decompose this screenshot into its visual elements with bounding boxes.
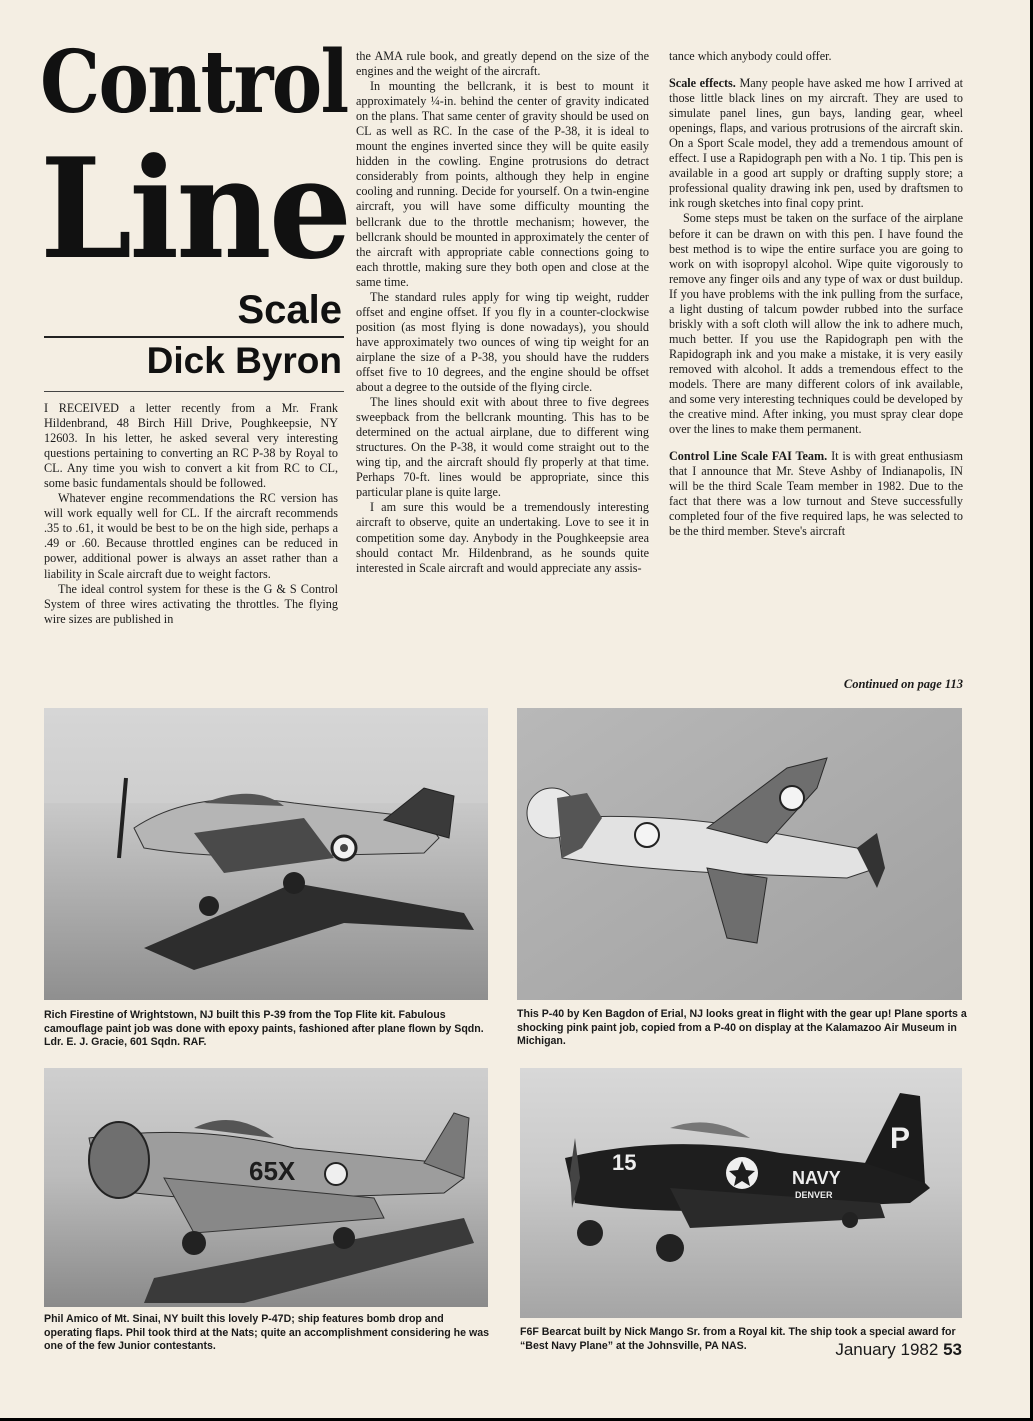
paragraph: The standard rules apply for wing tip weight, rudder offset and engine offset. If you fly in a counter-clockwise position (as most flying is done nowadays), you should have approximately two ounces of wing tip weight for an airplane the size of a P-38, you should have the rudders offset five to 10 degrees, and the engine should be offset about a degree to the outside of the flying circle. xyxy=(356,289,649,395)
paragraph: The ideal control system for these is the G & S Control System of three wires activating the throttles. The flying wire sizes are published in xyxy=(44,581,338,626)
section-heading: Scale effects. xyxy=(669,76,736,91)
section-heading: Control Line Scale FAI Team. xyxy=(669,449,828,464)
navy-marking: NAVY xyxy=(792,1168,841,1188)
base-marking: DENVER xyxy=(795,1190,833,1200)
author-byline: Dick Byron xyxy=(146,340,342,381)
title-control: Control xyxy=(40,32,348,133)
photo-caption: This P-40 by Ken Bagdon of Erial, NJ looks great in flight with the gear up! Plane sports a shocking pink paint job, copied from a P-40 on display at the Kalamazoo Air Museum in Michigan. xyxy=(517,1008,967,1048)
paragraph: Whatever engine recommendations the RC version has will work equally well for CL. If the aircraft recommends .35 to .61, it would be best to be on the high side, perhaps a .49 or .60. Because throttled engines can be reduced in power, additional power is always an asset rather than a liability in Scale aircraft due to weight factors. xyxy=(44,491,338,581)
issue-date: January 1982 xyxy=(835,1340,939,1359)
paragraph: I am sure this would be a tremendously interesting aircraft to observe, quite an undertaking. Love to see it in competition some day. Anybody in the Poughkeepsie area should contact Mr. Hildenbrand, as he sounds quite interested in Scale aircraft and would appreciate any assis- xyxy=(356,500,649,575)
page-footer xyxy=(835,1340,962,1360)
paragraph: The lines should exit with about three to five degrees sweepback from the bellcrank mounting. This has to be determined on the actual airplane, due to different wing structures. On the P-38, it would come straight out to the wing tip, and the aircraft should fly properly at that time. Perhaps 70-ft. lines would be appropriate, since this particular plane is quite large. xyxy=(356,395,649,500)
title-divider xyxy=(44,336,344,338)
photo-bearcat xyxy=(520,1068,962,1318)
tail-letter: P xyxy=(890,1122,911,1155)
aircraft-number: 15 xyxy=(612,1150,637,1175)
photo-caption: Phil Amico of Mt. Sinai, NY built this lovely P-47D; ship features bomb drop and operating flaps. Phil took third at the Nats; quite an accomplishment considering he was one of the few Junior contestants. xyxy=(44,1313,490,1353)
photo-p40 xyxy=(517,708,962,1000)
photo-caption: Rich Firestine of Wrightstown, NJ built this P-39 from the Top Flite kit. Fabulous camouflage paint job was done with epoxy paints, fashioned after plane flown by Sqdn. Ldr. E. J. Gracie, 601 Sqdn. RAF. xyxy=(44,1009,484,1049)
continued-note: Continued on page 113 xyxy=(843,677,963,691)
photo-p39 xyxy=(44,708,488,1000)
paragraph: the AMA rule book, and greatly depend on the size of the engines and the weight of the aircraft. xyxy=(356,49,649,79)
article-column-1 xyxy=(44,401,338,627)
paragraph: Scale effects. Many people have asked me how I arrived at those little black lines on my aircraft. They are used to simulate panel lines, gun bays, landing gear, wheel openings, flaps, and various protrusions of the aircraft skin. On a Sport Scale model, they add a tremendous amount of effect. I use a Rapidograph pen with a No. 1 tip. This pen is available in a good art supply or drafting supply store; a professional quality drawing ink pen, used by draftsmen to ink rough sketches into final copy print. xyxy=(669,76,963,211)
aircraft-code: 65X xyxy=(249,1156,296,1186)
photo-caption: F6F Bearcat built by Nick Mango Sr. from a Royal kit. The ship took a special award for “Best Navy Plane” at the Johnsville, PA NAS. xyxy=(520,1326,956,1352)
paragraph: In mounting the bellcrank, it is best to mount it approximately ¼-in. behind the center of gravity indicated on the plans. That same center of gravity should be used on CL as well as RC. In the case of the P-38, it is ideal to mount the engines inverted since they will be quite easily hidden in the cowling. Engine protrusions do detract considerably from points, although they help in engine cooling and running. Decide for yourself. On a twin-engine aircraft, you will have some difficulty mounting the bellcrank due to the throttle mechanism; however, the bellcrank should be mounted in approximately the center of the aircraft with appropriate cable connections going to each throttle, making sure they both open and close at the same time. xyxy=(356,79,649,289)
byline-divider xyxy=(44,391,344,392)
paragraph: Some steps must be taken on the surface of the airplane before it can be drawn on with this pen. I have found the best method is to wipe the entire surface you are going to work on with isopropyl alcohol. Wipe quite vigorously to remove any finger oils and any type of wax or dust buildup. If you have problems with the ink pulling from the surface, a light dusting of talcum powder rubbed into the surface briskly with a soft cloth will allow the ink to adhere much, much better. If you use the Rapidograph pen with the Rapidograph ink and you make a mistake, it is very easily removed with alcohol. It adds a tremendous effect to the models. There are many different colors of ink available, and some very interesting techniques could be developed by the creative mind. After inking, you must spray clear dope over the lines to make them permanent. xyxy=(669,211,963,437)
article-column-2 xyxy=(356,49,649,576)
photo-p47 xyxy=(44,1068,488,1307)
paragraph: Control Line Scale FAI Team. It is with great enthusiasm that I announce that Mr. Steve Ashby of Indianapolis, IN will be the third Scale Team member in 1982. Due to the fact that there was a low turnout and Steve successfully completed four of the five required laps, he was selected to be the third member. Steve's aircraft xyxy=(669,449,964,539)
article-column-3 xyxy=(669,49,963,539)
paragraph: tance which anybody could offer. xyxy=(669,49,832,63)
paragraph: I RECEIVED a letter recently from a Mr. Frank Hildenbrand, 48 Birch Hill Drive, Poughkeepsie, NY 12603. In his letter, he asked several very interesting questions pertaining to converting an RC P-38 by Royal to CL. Any time you wish to convert a kit from RC to CL, some basic fundamentals should be followed. xyxy=(44,401,339,491)
lead-in: I RECEIVED xyxy=(44,401,119,415)
page-number: 53 xyxy=(943,1340,962,1359)
title-line: Line xyxy=(40,127,350,290)
title-scale: Scale xyxy=(237,288,342,332)
